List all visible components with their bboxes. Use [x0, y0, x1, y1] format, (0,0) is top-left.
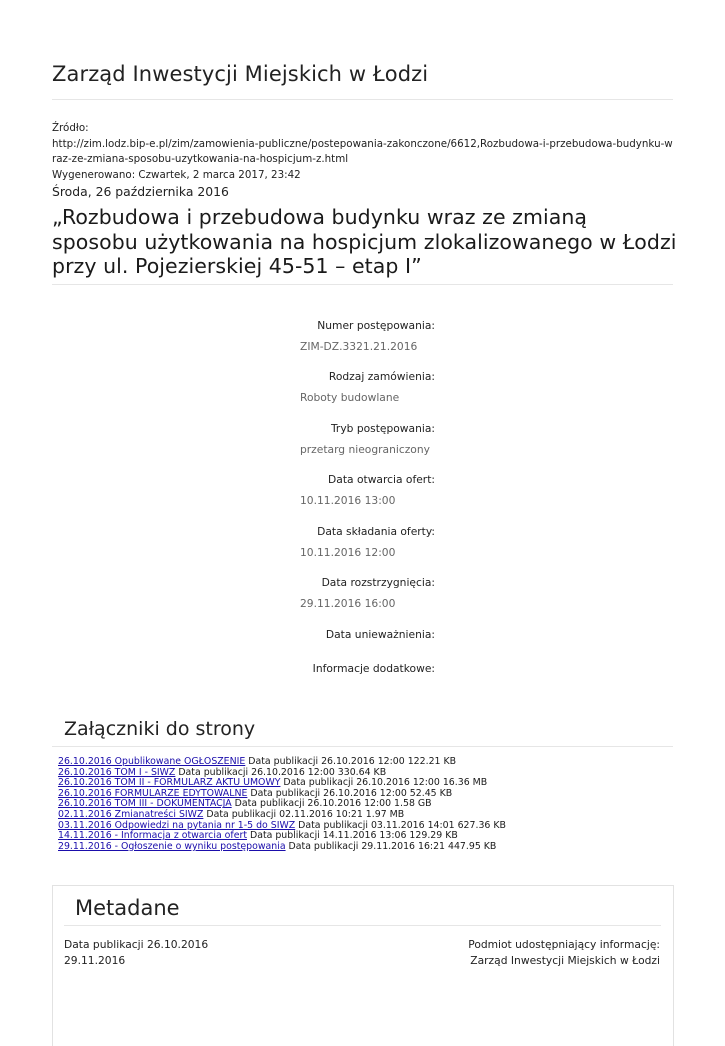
attachment-info: Data publikacji 26.10.2016 12:00 330.64 KB	[175, 766, 387, 778]
attachment-info: Data publikacji 26.10.2016 12:00 1.58 GB	[231, 798, 432, 810]
detail-label-submission: Data składania oferty:	[317, 525, 435, 538]
attachment-link[interactable]: 26.10.2016 FORMULARZE EDYTOWALNE	[58, 787, 248, 799]
attachment-info: Data publikacji 26.10.2016 12:00 52.45 KB	[247, 787, 453, 799]
detail-value-opening: 10.11.2016 13:00	[300, 494, 396, 507]
attachment-info: Data publikacji 29.11.2016 16:21 447.95 KB	[285, 840, 497, 852]
attachment-link[interactable]: 26.10.2016 TOM III - DOKUMENTACJA	[58, 798, 232, 810]
attachment-link[interactable]: 14.11.2016 - Informacja z otwarcia ofert	[58, 830, 248, 842]
detail-label-number: Numer postępowania:	[317, 319, 435, 332]
metadata-divider	[64, 925, 661, 926]
attachments-heading: Załączniki do strony	[64, 718, 256, 740]
detail-value-number: ZIM-DZ.3321.21.2016	[300, 340, 418, 353]
attachments-divider	[52, 746, 673, 747]
header-divider	[52, 99, 673, 100]
publication-dates	[64, 937, 208, 968]
attachment-link[interactable]: 26.10.2016 TOM II - FORMULARZ AKTU UMOWY	[58, 777, 281, 789]
attachment-info: Data publikacji 02.11.2016 10:21 1.97 MB	[203, 808, 405, 820]
attachment-info: Data publikacji 14.11.2016 13:06 129.29 KB	[247, 830, 458, 842]
source-label: Źródło:	[52, 122, 89, 134]
detail-label-annulment: Data unieważnienia:	[325, 628, 435, 641]
attachment-link[interactable]: 02.11.2016 Zmianatreści SIWZ	[58, 808, 204, 820]
metadata-heading: Metadane	[75, 896, 180, 920]
attachments-list	[58, 757, 698, 852]
detail-label-resolution: Data rozstrzygnięcia:	[321, 576, 435, 589]
attachment-link[interactable]: 03.11.2016 Odpowiedzi na pytania nr 1-5 do SIWZ	[58, 819, 296, 831]
modification-date: 29.11.2016	[64, 953, 126, 967]
attachment-info: Data publikacji 26.10.2016 12:00 122.21 KB	[245, 756, 457, 767]
attachment-link[interactable]: 29.11.2016 - Ogłoszenie o wyniku postępowania	[58, 840, 286, 852]
organization-title: Zarząd Inwestycji Miejskich w Łodzi	[52, 62, 429, 86]
attachment-link[interactable]: 26.10.2016 Opublikowane OGŁOSZENIE	[58, 756, 246, 767]
detail-value-type: Roboty budowlane	[300, 391, 400, 404]
detail-label-additional-info: Informacje dodatkowe:	[312, 662, 435, 675]
publication-date: Data publikacji 26.10.2016	[64, 938, 209, 951]
provider-label: Podmiot udostępniający informację:	[468, 938, 660, 951]
detail-label-type: Rodzaj zamówienia:	[328, 370, 435, 383]
attachment-info: Data publikacji 26.10.2016 12:00 16.36 MB	[280, 777, 488, 789]
detail-label-opening: Data otwarcia ofert:	[328, 473, 435, 486]
source-meta	[52, 121, 674, 200]
title-divider	[52, 284, 673, 285]
detail-value-resolution: 29.11.2016 16:00	[300, 597, 396, 610]
provider-name: Zarząd Inwestycji Miejskich w Łodzi	[470, 953, 660, 967]
information-provider	[468, 937, 660, 968]
page-title: „Rozbudowa i przebudowa budynku wraz ze zmianą sposobu użytkowania na hospicjum zlokalizowanego w Łodzi przy ul. Pojezierskiej 45-51 – etap I”	[52, 205, 677, 278]
detail-label-mode: Tryb postępowania:	[330, 422, 435, 435]
detail-value-mode: przetarg nieograniczony	[300, 443, 430, 456]
attachment-link[interactable]: 26.10.2016 TOM I - SIWZ	[58, 766, 176, 778]
source-url: http://zim.lodz.bip-e.pl/zim/zamowienia-publiczne/postepowania-zakonczone/6612,Rozbudowa-i-przebudowa-budynku-wraz-ze-zmiana-sposobu-uzytkowania-na-hospicjum-z.html	[52, 137, 673, 165]
page-date: Środa, 26 października 2016	[52, 184, 229, 199]
list-item	[58, 842, 698, 853]
generated-timestamp: Wygenerowano: Czwartek, 2 marca 2017, 23:42	[52, 168, 301, 181]
attachment-info: Data publikacji 03.11.2016 14:01 627.36 KB	[295, 819, 506, 831]
detail-value-submission: 10.11.2016 12:00	[300, 546, 396, 559]
